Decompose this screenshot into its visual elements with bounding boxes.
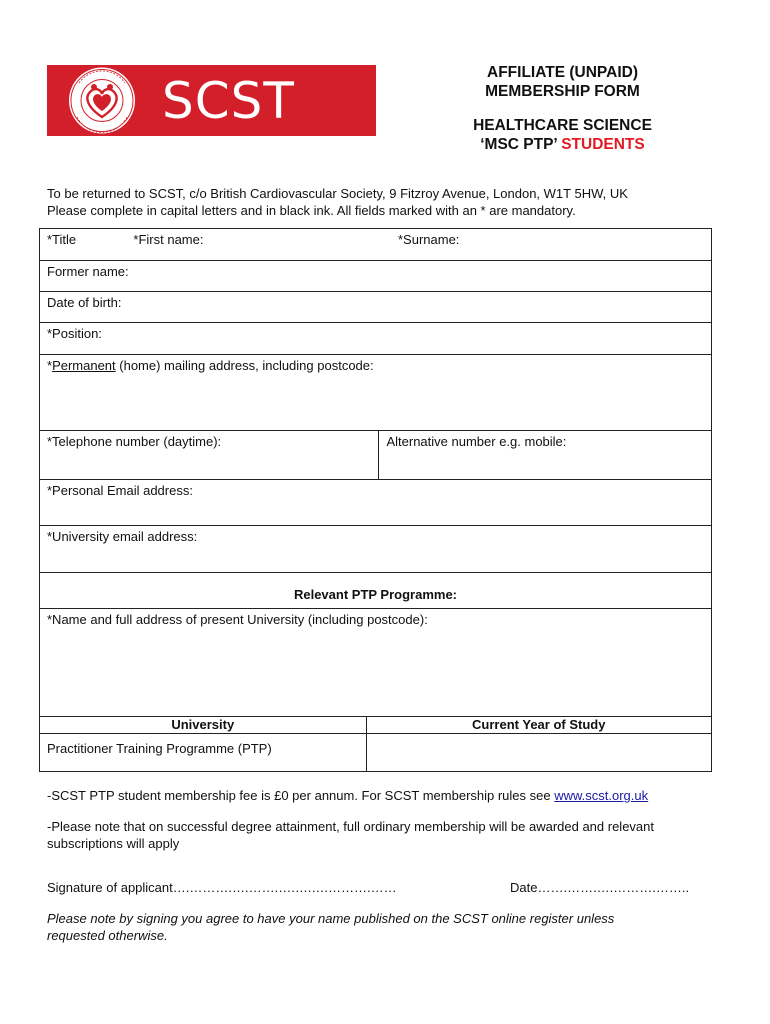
university-column-header: University [40,717,367,734]
surname-field[interactable]: *Surname: [366,229,712,261]
university-email-field[interactable]: *University email address: [40,526,712,573]
scst-website-link[interactable]: www.scst.org.uk [554,788,649,803]
membership-form-table [39,228,712,772]
heading-line-1: AFFILIATE (UNPAID) [487,64,638,81]
university-address-field[interactable]: *Name and full address of present University (including postcode): [40,609,712,717]
scst-logo [47,65,376,136]
date-field[interactable]: Date…….…….….……….…….. [510,880,690,895]
alternative-number-field[interactable]: Alternative number e.g. mobile: [379,431,712,480]
first-name-field[interactable]: *First name: [126,229,366,261]
year-of-study-field[interactable] [366,734,712,772]
year-column-header: Current Year of Study [366,717,712,734]
dob-field[interactable]: Date of birth: [40,292,712,323]
heading-line-3: HEALTHCARE SCIENCE [473,117,652,134]
instructions: Please complete in capital letters and in black ink. All fields marked with an * are mandatory. [47,202,576,218]
signature-field[interactable]: Signature of applicant….……….….…….….….….……….…… [47,880,397,895]
title-field[interactable]: *Title [40,229,127,261]
logo-wordmark: SCST [162,72,295,130]
address-asterisk: * [47,358,53,373]
address-label-rest: (home) mailing address, including postcode: [115,358,374,373]
form-heading [440,63,685,154]
register-note-line-2: requested otherwise. [47,927,168,943]
heading-students: STUDENTS [561,136,645,153]
programme-value: Practitioner Training Programme (PTP) [40,734,367,772]
address-permanent: Permanent [52,358,116,373]
heading-programme: ‘MSC PTP’ [480,136,557,153]
telephone-field[interactable]: *Telephone number (daytime): [40,431,379,480]
position-field[interactable]: *Position: [40,323,712,355]
signature-row [47,880,727,897]
degree-note-line-2: subscriptions will apply [47,835,180,851]
heading-line-4 [440,135,685,154]
address-field[interactable] [40,355,712,431]
fee-text: -SCST PTP student membership fee is £0 per annum. For SCST membership rules see [47,788,555,803]
fee-note [47,788,727,805]
register-note [47,911,727,944]
return-address: To be returned to SCST, c/o British Cardiovascular Society, 9 Fitzroy Avenue, London, W1T 5HW, UK [47,186,628,201]
personal-email-field[interactable]: *Personal Email address: [40,480,712,526]
former-name-field[interactable]: Former name: [40,261,712,292]
register-note-line-1: Please note by signing you agree to have your name published on the SCST online register unless [47,911,615,926]
degree-note [47,819,727,852]
heart-emblem-icon [47,65,157,136]
degree-note-line-1: -Please note that on successful degree attainment, full ordinary membership will be awarded and relevant [47,819,655,834]
programme-header: Relevant PTP Programme: [40,573,712,609]
heading-line-2: MEMBERSHIP FORM [485,83,640,100]
intro-text [47,186,727,219]
